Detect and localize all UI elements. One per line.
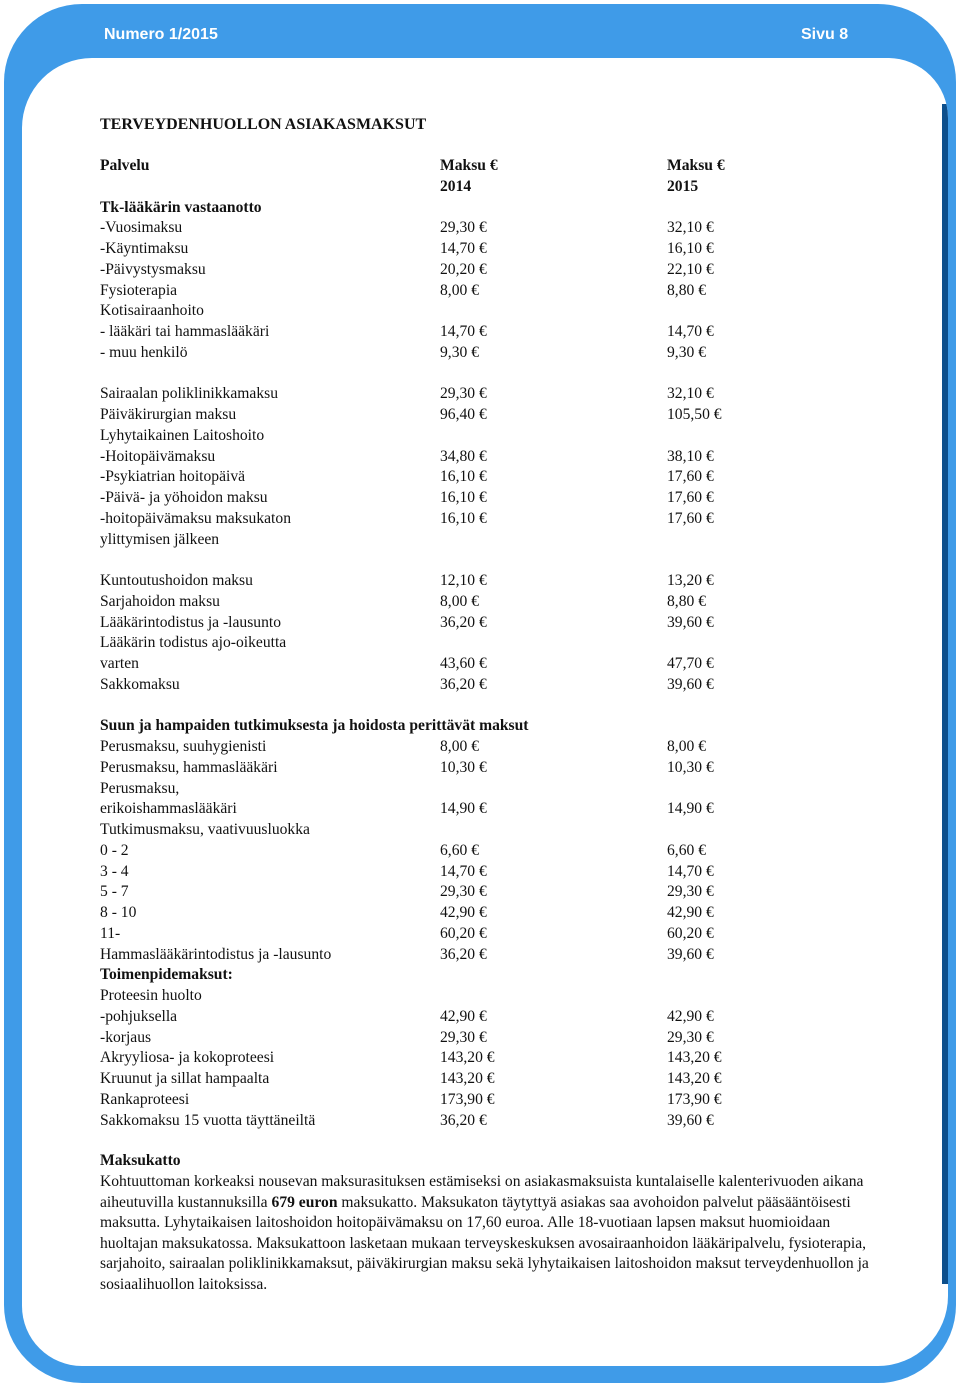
fee-2015: 8,00 € <box>667 738 706 755</box>
service-name: Rankaproteesi <box>100 1090 190 1108</box>
fee-2014: 8,00 € <box>440 738 479 755</box>
issue-number: Numero 1/2015 <box>104 26 218 43</box>
service-name: Perusmaksu, suuhygienisti <box>100 738 267 755</box>
fee-2014: 96,40 € <box>440 406 487 423</box>
service-name: Lääkärin todistus ajo-oikeutta <box>100 634 287 652</box>
fee-2015: 13,20 € <box>667 572 714 589</box>
fee-2015: 105,50 € <box>667 406 722 423</box>
fee-2015 <box>667 820 867 841</box>
fee-cap-title: Maksukatto <box>100 1152 181 1170</box>
fee-2015 <box>667 426 867 447</box>
fee-2015: 16,10 € <box>667 240 714 257</box>
fee-2014: 36,20 € <box>440 613 487 631</box>
fee-document <box>100 116 880 1296</box>
fee-2015 <box>667 633 867 654</box>
fee-2014: 43,60 € <box>440 655 487 672</box>
section-spacer <box>100 696 867 717</box>
fee-2014: 14,70 € <box>440 323 487 340</box>
fee-2015: 17,60 € <box>667 468 714 486</box>
fee-2014 <box>440 965 667 986</box>
fee-2014: 42,90 € <box>440 1007 487 1025</box>
service-name: - lääkäri tai hammaslääkäri <box>100 323 270 340</box>
fee-2014: 36,20 € <box>440 675 487 693</box>
fee-2014: 16,10 € <box>440 509 487 527</box>
fee-2015 <box>667 301 867 322</box>
fee-2015 <box>667 779 867 800</box>
section-heading: Tk-lääkärin vastaanotto <box>100 198 262 216</box>
fee-2015: 39,60 € <box>667 675 714 693</box>
fee-2014: 29,30 € <box>440 385 487 403</box>
fee-2015: 42,90 € <box>667 904 714 921</box>
fee-2014 <box>440 530 667 551</box>
service-name: -Psykiatrian hoitopäivä <box>100 468 246 486</box>
fee-2014: 42,90 € <box>440 904 487 921</box>
fee-2015 <box>667 965 867 986</box>
fee-cap-amount: 679 euron <box>271 1193 338 1211</box>
service-name: - muu henkilö <box>100 343 188 361</box>
fee-2015: 29,30 € <box>667 1028 714 1046</box>
service-name: -Päivystysmaksu <box>100 260 206 278</box>
fee-cap-text-end: maksukatto. Maksukaton täytyttyä asiakas saa avohoidon palvelut pääsääntöisesti maksutta. Lyhytaikaisen laitoshoidon hoitopäivämaksu on 17,60 euroa. Alle 18-vuotiaan lapsen maksut huomioidaan huoltajan maksukatossa. Maksukattoon lasketaan mukaan terveyskeskuksen avosairaanhoidon lääkäripalvelu, fysioterapia, sarjahoito, sairaalan poliklinikkamaksut, päiväkirurgian maksu sekä lyhytaikaisen laitoshoidon maksut terveydenhuollon ja sosiaalihuollon laitoksissa. <box>100 1193 869 1293</box>
fee-2015: 29,30 € <box>667 883 714 901</box>
fee-2015: 143,20 € <box>667 1049 722 1067</box>
fee-2014: 14,70 € <box>440 862 487 880</box>
service-name: Sairaalan poliklinikkamaksu <box>100 385 278 403</box>
fee-cap-text-start: Kohtuuttoman korkeaksi nousevan maksurasituksen estämiseksi on asiakasmaksuista kuntalaiselle kalenterivuoden aikana aiheutuvilla kustannuksilla <box>100 1173 864 1211</box>
fee-2015: 14,90 € <box>667 800 714 818</box>
service-name: Fysioterapia <box>100 281 178 299</box>
service-name: -Käyntimaksu <box>100 240 189 257</box>
service-name: Kotisairaanhoito <box>100 302 204 320</box>
fee-cap-text <box>100 1172 880 1296</box>
service-name: -Vuosimaksu <box>100 219 183 237</box>
fee-2014 <box>440 820 667 841</box>
service-name: Lyhytaikainen Laitoshoito <box>100 426 265 444</box>
fee-2014 <box>440 301 667 322</box>
service-name: 8 - 10 <box>100 904 137 921</box>
fee-2014: 6,60 € <box>440 841 479 859</box>
service-name: Sakkomaksu 15 vuotta täyttäneiltä <box>100 1111 316 1129</box>
fee-2014: 36,20 € <box>440 945 487 963</box>
fee-2014: 20,20 € <box>440 260 487 278</box>
fee-2015: 39,60 € <box>667 613 714 631</box>
section-heading: Toimenpidemaksut: <box>100 966 233 984</box>
fee-2014: 173,90 € <box>440 1090 495 1108</box>
fee-2015: 17,60 € <box>667 509 714 527</box>
fee-2014: 8,00 € <box>440 281 479 299</box>
fee-2014: 29,30 € <box>440 219 487 237</box>
column-header-fee-2014: Maksu € <box>440 157 498 174</box>
fee-2015: 173,90 € <box>667 1090 722 1108</box>
service-name: -Hoitopäivämaksu <box>100 447 216 465</box>
service-name: Päiväkirurgian maksu <box>100 406 237 423</box>
service-name: -pohjuksella <box>100 1007 178 1025</box>
fee-2015: 38,10 € <box>667 447 714 465</box>
fee-2015: 32,10 € <box>667 385 714 403</box>
service-name: -Päivä- ja yöhoidon maksu <box>100 489 268 506</box>
service-name: Lääkärintodistus ja -lausunto <box>100 613 282 631</box>
service-name: Akryyliosa- ja kokoproteesi <box>100 1049 275 1067</box>
service-name: Proteesin huolto <box>100 987 202 1004</box>
service-name: 0 - 2 <box>100 841 129 859</box>
service-name: Kruunut ja sillat hampaalta <box>100 1070 270 1087</box>
section-spacer <box>100 364 867 385</box>
service-name: Tutkimusmaksu, vaativuusluokka <box>100 821 310 838</box>
service-name: Kuntoutushoidon maksu <box>100 572 253 589</box>
service-name: -korjaus <box>100 1028 152 1046</box>
fee-2015: 17,60 € <box>667 489 714 506</box>
column-header-year-2015: 2015 <box>667 177 699 195</box>
page-edge-shadow <box>942 104 948 1284</box>
column-header-year-2014: 2014 <box>440 177 472 195</box>
column-header-service: Palvelu <box>100 157 150 174</box>
fee-2014: 143,20 € <box>440 1049 495 1067</box>
fee-2014: 36,20 € <box>440 1111 487 1129</box>
fee-2014 <box>440 986 667 1007</box>
fee-2014: 16,10 € <box>440 468 487 486</box>
fee-2015: 32,10 € <box>667 219 714 237</box>
fee-2015: 143,20 € <box>667 1070 722 1087</box>
fee-2015 <box>667 986 867 1007</box>
service-name: Hammaslääkärintodistus ja -lausunto <box>100 945 332 963</box>
fee-2015: 39,60 € <box>667 1111 714 1129</box>
fee-2015: 60,20 € <box>667 924 714 942</box>
fee-2015 <box>667 198 867 219</box>
section-spacer <box>100 550 867 571</box>
fee-2014: 29,30 € <box>440 883 487 901</box>
fee-2014: 14,90 € <box>440 800 487 818</box>
fee-2015: 8,80 € <box>667 592 706 610</box>
service-name: varten <box>100 655 139 672</box>
fee-2015: 39,60 € <box>667 945 714 963</box>
fee-2015: 10,30 € <box>667 758 714 776</box>
column-header-fee-2015: Maksu € <box>667 157 725 174</box>
fee-2014 <box>440 779 667 800</box>
fee-2015: 14,70 € <box>667 323 714 340</box>
fee-2015: 22,10 € <box>667 260 714 278</box>
fee-2014: 9,30 € <box>440 343 479 361</box>
service-name: Sarjahoidon maksu <box>100 592 220 610</box>
service-name: 3 - 4 <box>100 862 129 880</box>
column-header-spacer <box>100 177 440 198</box>
section-heading: Suun ja hampaiden tutkimuksesta ja hoidosta perittävät maksut <box>100 717 529 735</box>
service-name: erikoishammaslääkäri <box>100 800 237 818</box>
fee-2015: 8,80 € <box>667 281 706 299</box>
fee-2014: 14,70 € <box>440 240 487 257</box>
fee-2014: 143,20 € <box>440 1070 495 1087</box>
fee-table <box>100 156 880 1131</box>
service-name: Perusmaksu, <box>100 779 180 797</box>
service-name: ylittymisen jälkeen <box>100 530 220 548</box>
page-number: Sivu 8 <box>801 26 849 43</box>
service-name: -hoitopäivämaksu maksukaton <box>100 509 291 527</box>
fee-2014: 16,10 € <box>440 489 487 506</box>
fee-2014: 29,30 € <box>440 1028 487 1046</box>
fee-2015: 42,90 € <box>667 1007 714 1025</box>
fee-2014 <box>440 426 667 447</box>
fee-2014 <box>440 633 667 654</box>
fee-2015: 6,60 € <box>667 841 706 859</box>
fee-2014: 12,10 € <box>440 572 487 589</box>
fee-2015: 14,70 € <box>667 862 714 880</box>
fee-2014: 8,00 € <box>440 592 479 610</box>
fee-2014: 34,80 € <box>440 447 487 465</box>
service-name: Sakkomaksu <box>100 675 180 693</box>
service-name: Perusmaksu, hammaslääkäri <box>100 758 278 776</box>
fee-2015: 9,30 € <box>667 343 706 361</box>
fee-2014: 10,30 € <box>440 758 487 776</box>
fee-2014 <box>440 198 667 219</box>
service-name: 5 - 7 <box>100 883 129 901</box>
document-title: TERVEYDENHUOLLON ASIAKASMAKSUT <box>100 116 427 133</box>
service-name: 11- <box>100 924 121 942</box>
fee-2015: 47,70 € <box>667 655 714 672</box>
fee-2015 <box>667 530 867 551</box>
fee-2014: 60,20 € <box>440 924 487 942</box>
